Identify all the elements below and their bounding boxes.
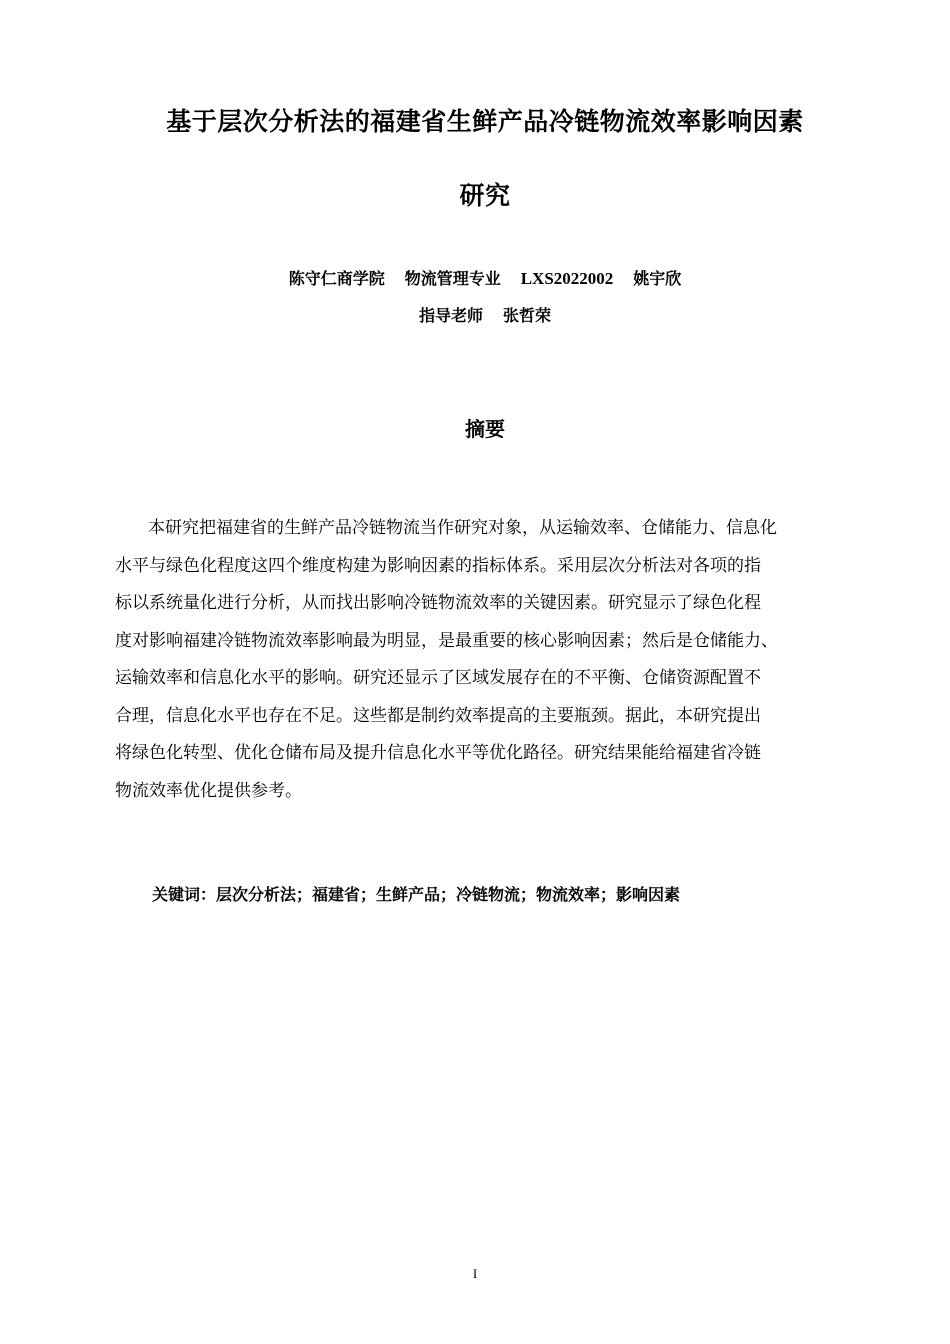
abstract-line: 标以系统量化进行分析，从而找出影响冷链物流效率的关键因素。研究显示了绿色化程 xyxy=(115,593,761,613)
school-name: 陈守仁商学院 xyxy=(288,269,385,288)
author-name: 姚宇欣 xyxy=(633,269,682,288)
author-info xyxy=(40,266,930,289)
abstract-body xyxy=(115,510,865,810)
major-name: 物流管理专业 xyxy=(404,269,501,288)
abstract-line: 水平与绿色化程度这四个维度构建为影响因素的指标体系。采用层次分析法对各项的指 xyxy=(115,555,761,576)
abstract-heading: 摘要 xyxy=(465,417,505,441)
page-number: I xyxy=(472,1266,478,1281)
paper-title-line-2: 研究 xyxy=(459,181,511,210)
abstract-line: 合理，信息化水平也存在不足。这些都是制约效率提高的主要瓶颈。据此，本研究提出 xyxy=(115,705,761,726)
abstract-line: 本研究把福建省的生鲜产品冷链物流当作研究对象，从运输效率、仓储能力、信息化 xyxy=(148,518,777,538)
abstract-line: 将绿色化转型、优化仓储布局及提升信息化水平等优化路径。研究结果能给福建省冷链 xyxy=(115,743,761,763)
student-id: LXS2022002 xyxy=(520,269,614,288)
keywords: 关键词：层次分析法；福建省；生鲜产品；冷链物流；物流效率；影响因素 xyxy=(152,885,681,904)
abstract-line: 度对影响福建冷链物流效率影响最为明显，是最重要的核心影响因素；然后是仓储能力、 xyxy=(115,630,778,651)
advisor-name: 张哲荣 xyxy=(503,306,552,325)
advisor-info xyxy=(40,303,930,326)
abstract-line: 物流效率优化提供参考。 xyxy=(115,780,302,801)
abstract-line: 运输效率和信息化水平的影响。研究还显示了区域发展存在的不平衡、仓储资源配置不 xyxy=(115,668,761,688)
paper-title-line-1: 基于层次分析法的福建省生鲜产品冷链物流效率影响因素 xyxy=(166,107,804,136)
advisor-label: 指导老师 xyxy=(418,306,483,325)
